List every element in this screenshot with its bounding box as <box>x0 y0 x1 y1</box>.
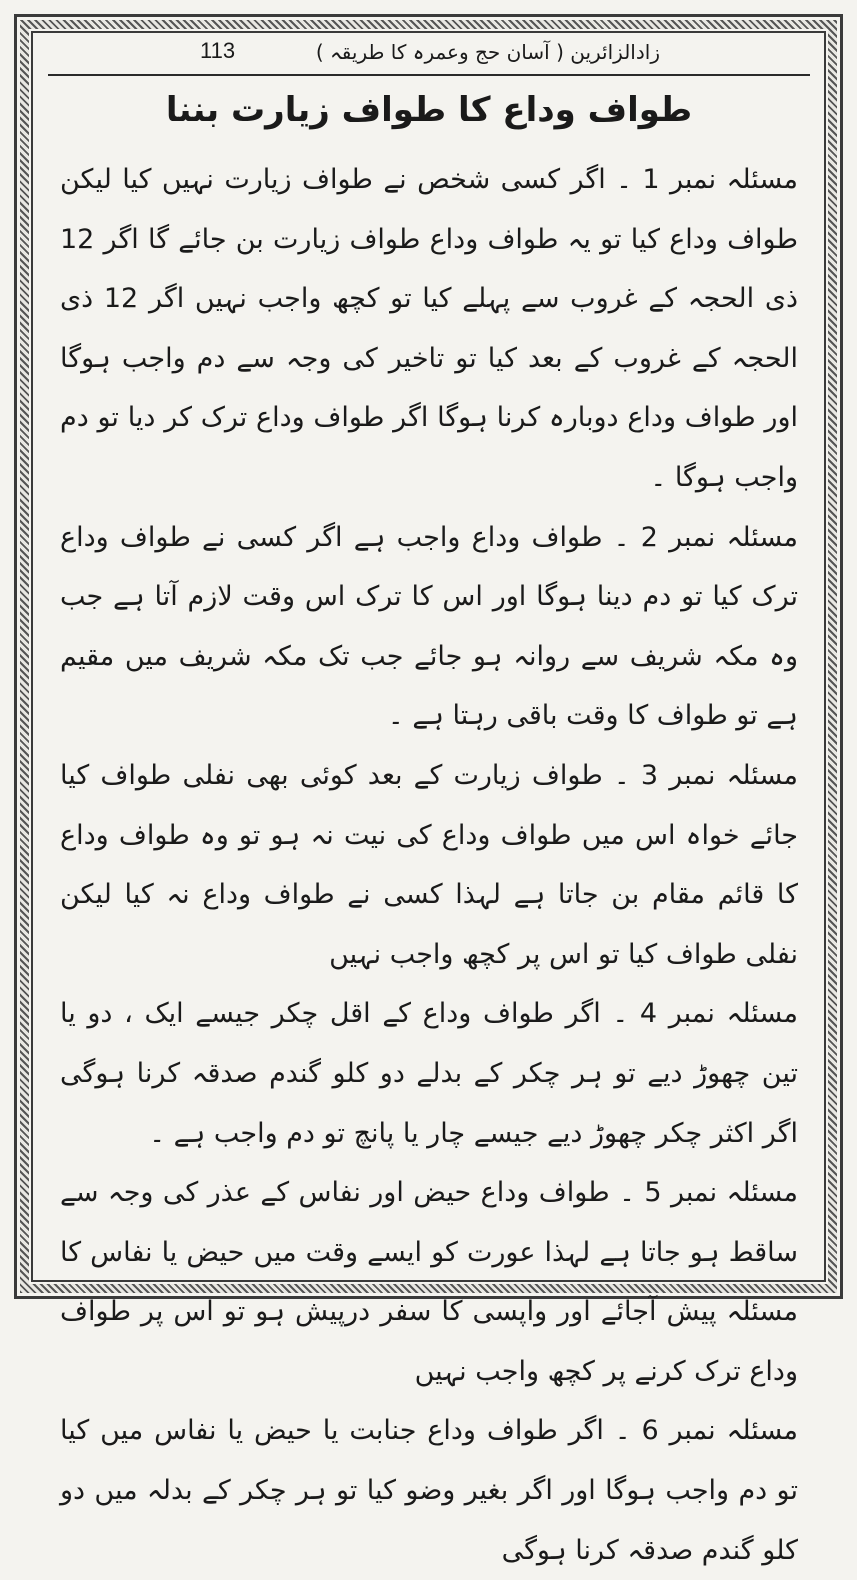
masala-paragraph-5: مسئلہ نمبر 5 ۔ طواف وداع حیض اور نفاس کے عذر کی وجہ سے ساقط ہو جاتا ہے لہذا عورت کو ایسے وقت میں حیض یا نفاس کا مسئلہ پیش آجائے اور واپسی کا سفر درپیش ہو تو اس پر طواف وداع ترک کرنے پر کچھ واجب نہیں <box>60 1177 798 1387</box>
body-text <box>60 150 799 1566</box>
section-title: طواف وداع کا طواف زیارت بننا <box>165 90 693 130</box>
masala-paragraph-2: مسئلہ نمبر 2 ۔ طواف وداع واجب ہے اگر کسی نے طواف وداع ترک کیا تو دم دینا ہوگا اور اس کا ترک اس وقت لازم آتا ہے جب وہ مکہ شریف سے روانہ ہو جائے جب تک مکہ شریف میں مقیم ہے تو طواف کا وقت باقی رہتا ہے ۔ <box>60 521 799 732</box>
header-divider <box>48 74 810 76</box>
masala-paragraph-4: مسئلہ نمبر 4 ۔ اگر طواف وداع کے اقل چکر جیسے ایک ، دو یا تین چھوڑ دیے تو ہر چکر کے بدلے دو کلو گندم صدقہ کرنا ہوگی اگر اکثر چکر چھوڑ دیے جیسے چار یا پانچ تو دم واجب ہے ۔ <box>60 998 798 1149</box>
running-header <box>48 34 810 74</box>
page-number: 113 <box>200 38 236 63</box>
header-title: زادالزائرین ( آسان حج وعمرہ کا طریقہ ) <box>315 40 660 64</box>
masala-paragraph-6: مسئلہ نمبر 6 ۔ اگر طواف وداع جنابت یا حیض یا نفاس میں کیا تو دم واجب ہوگا اور اگر بغیر وضو کیا تو ہر چکر کے بدلہ میں دو کلو گندم صدقہ کرنا ہوگی <box>60 1415 798 1566</box>
masala-paragraph-3: مسئلہ نمبر 3 ۔ طواف زیارت کے بعد کوئی بھی نفلی طواف کیا جائے خواہ اس میں طواف وداع کی نیت نہ ہو تو وہ طواف وداع کا قائم مقام بن جاتا ہے لہذا کسی نے طواف وداع نہ کیا لیکن نفلی طواف کیا تو اس پر کچھ واجب نہیں <box>60 759 798 970</box>
masala-paragraph-1: مسئلہ نمبر 1 ۔ اگر کسی شخص نے طواف زیارت نہیں کیا لیکن طواف وداع کیا تو یہ طواف وداع طواف زیارت بن جائے گا اگر 12 ذی الحجہ کے غروب سے پہلے کیا تو کچھ واجب نہیں اگر 12 ذی الحجہ کے غروب کے بعد کیا تو تاخیر کی وجہ سے دم واجب ہوگا اور طواف وداع دوبارہ کرنا ہوگا اگر طواف وداع ترک کر دیا تو دم واجب ہوگا ۔ <box>60 164 798 493</box>
